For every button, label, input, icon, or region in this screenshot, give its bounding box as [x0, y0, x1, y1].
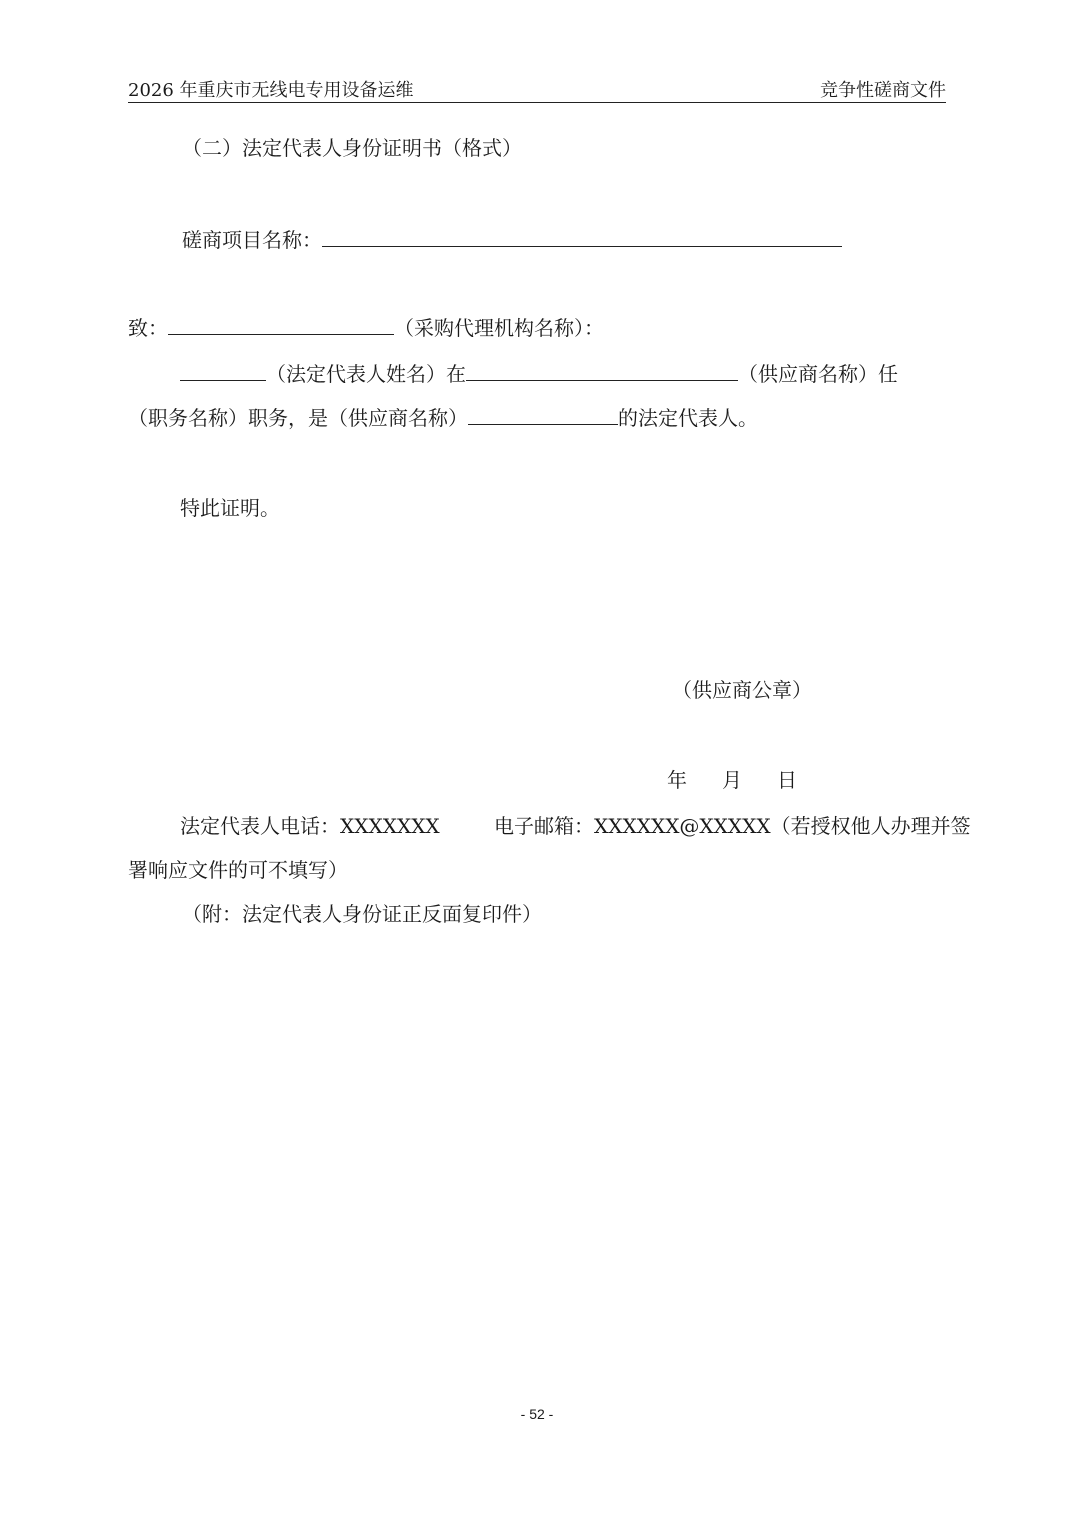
project-name-row	[182, 226, 842, 254]
header-divider	[128, 102, 946, 103]
agency-name-hint: （采购代理机构名称）：	[394, 316, 604, 340]
agency-name-blank	[168, 314, 394, 335]
date-month: 月	[722, 768, 742, 792]
date-year: 年	[667, 768, 687, 792]
certify-text: 特此证明。	[180, 496, 280, 520]
attachment-note: （附：法定代表人身份证正反面复印件）	[182, 902, 542, 926]
position-prefix: （职务名称）职务，是（供应商名称）	[128, 406, 468, 430]
supplier-name-hint: （供应商名称）任	[738, 362, 898, 386]
project-name-blank	[322, 226, 842, 247]
rep-name-blank	[180, 360, 266, 381]
supplier-name-blank-2	[468, 404, 618, 425]
page-number: - 52 -	[520, 1406, 554, 1422]
supplier-seal: （供应商公章）	[672, 678, 812, 702]
date-day: 日	[777, 768, 797, 792]
contact-note: 署响应文件的可不填写）	[128, 858, 348, 882]
position-row	[128, 404, 758, 432]
to-label: 致：	[128, 316, 168, 340]
project-name-label: 磋商项目名称：	[182, 228, 322, 252]
to-row	[128, 314, 604, 342]
rep-row	[180, 360, 898, 388]
rep-email: 电子邮箱：XXXXXX@XXXXX（若授权他人办理并签	[494, 814, 971, 838]
rep-phone: 法定代表人电话：XXXXXXX	[180, 814, 440, 838]
header-left-title: 2026 年重庆市无线电专用设备运维	[128, 80, 414, 101]
rep-name-hint: （法定代表人姓名）在	[266, 362, 466, 386]
section-title: （二）法定代表人身份证明书（格式）	[182, 136, 522, 160]
position-suffix: 的法定代表人。	[618, 406, 758, 430]
header-right-title: 竞争性磋商文件	[820, 80, 946, 101]
supplier-name-blank	[466, 360, 738, 381]
